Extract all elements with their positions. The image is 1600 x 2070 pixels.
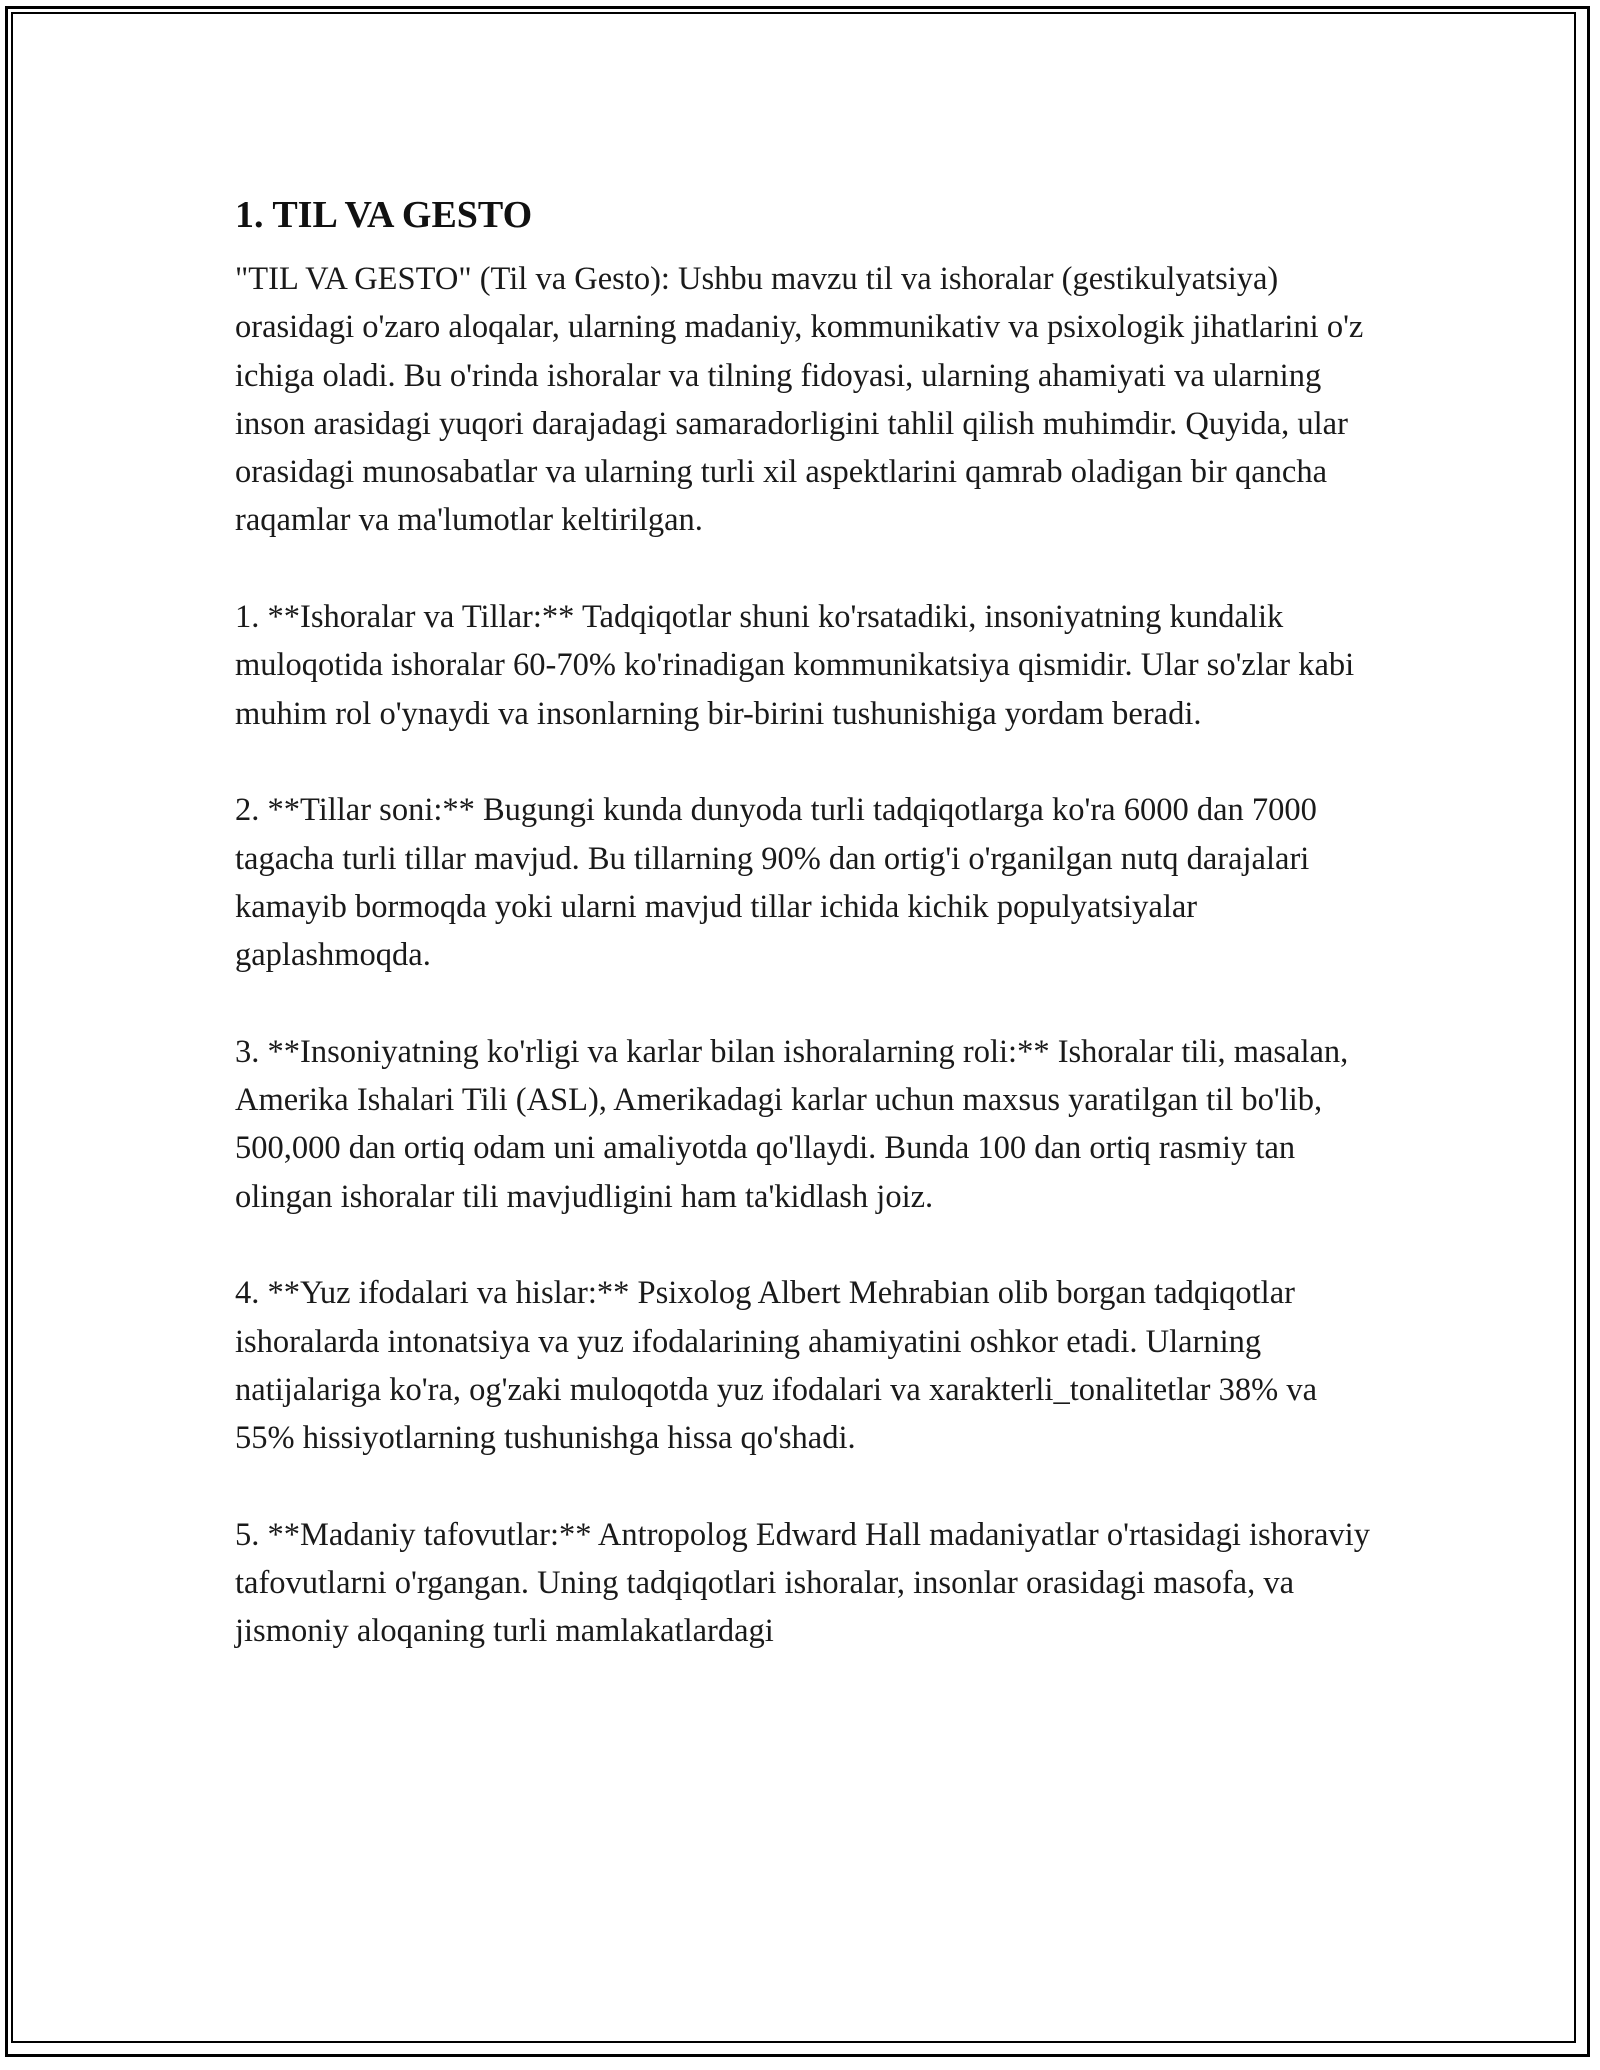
list-item-1: 1. **Ishoralar va Tillar:** Tadqiqotlar shuni ko'rsatadiki, insoniyatning kundalik muloqotida ishoralar 60-70% ko'rinadigan kommunikatsiya qismidir. Ular so'zlar kabi muhim rol o'ynaydi va insonlarning bir-birini tushunishiga yordam beradi. <box>235 599 1355 732</box>
intro-paragraph: "TIL VA GESTO" (Til va Gesto): Ushbu mavzu til va ishoralar (gestikulyatsiya) orasidagi o'zaro aloqalar, ularning madaniy, kommunikativ va psixologik jihatlarini o'z ichiga oladi. Bu o'rinda ishoralar va tilning fidoyasi, ularning ahamiyati va ularning inson arasidagi yuqori darajadagi samaradorligini tahlil qilish muhimdir. Quyida, ular orasidagi munosabatlar va ularning turli xil aspektlarini qamrab oladigan bir qancha raqamlar va ma'lumotlar keltirilgan. <box>235 261 1364 539</box>
list-item-4: 4. **Yuz ifodalari va hislar:** Psixolog Albert Mehrabian olib borgan tadqiqotlar ishoralarda intonatsiya va yuz ifodalarining ahamiyatini oshkor etadi. Ularning natijalariga ko'ra, og'zaki muloqotda yuz ifodalari va xarakterli_tonalitetlar 38% va 55% hissiyotlarning tushunishga hissa qo'shadi. <box>235 1275 1317 1457</box>
document-title: 1. TIL VA GESTO <box>235 194 533 236</box>
list-item-3: 3. **Insoniyatning ko'rligi va karlar bilan ishoralarning roli:** Ishoralar tili, masalan, Amerika Ishalari Tili (ASL), Amerikadagi karlar uchun maxsus yaratilgan til bo'lib, 500,000 dan ortiq odam uni amaliyotda qo'llaydi. Bunda 100 dan ortiq rasmiy tan olingan ishoralar tili mavjudligini ham ta'kidlash joiz. <box>235 1033 1349 1215</box>
document-body <box>235 185 1370 1656</box>
list-item-5: 5. **Madaniy tafovutlar:** Antropolog Edward Hall madaniyatlar o'rtasidagi ishoraviy tafovutlarni o'rgangan. Uning tadqiqotlari ishoralar, insonlar orasidagi masofa, va jismoniy aloqaning turli mamlakatlardagi <box>235 1516 1370 1650</box>
list-item-2: 2. **Tillar soni:** Bugungi kunda dunyoda turli tadqiqotlarga ko'ra 6000 dan 7000 tagacha turli tillar mavjud. Bu tillarning 90% dan ortig'i o'rganilgan nutq darajalari kamayib bormoqda yoki ularni mavjud tillar ichida kichik populyatsiyalar gaplashmoqda. <box>235 792 1317 974</box>
